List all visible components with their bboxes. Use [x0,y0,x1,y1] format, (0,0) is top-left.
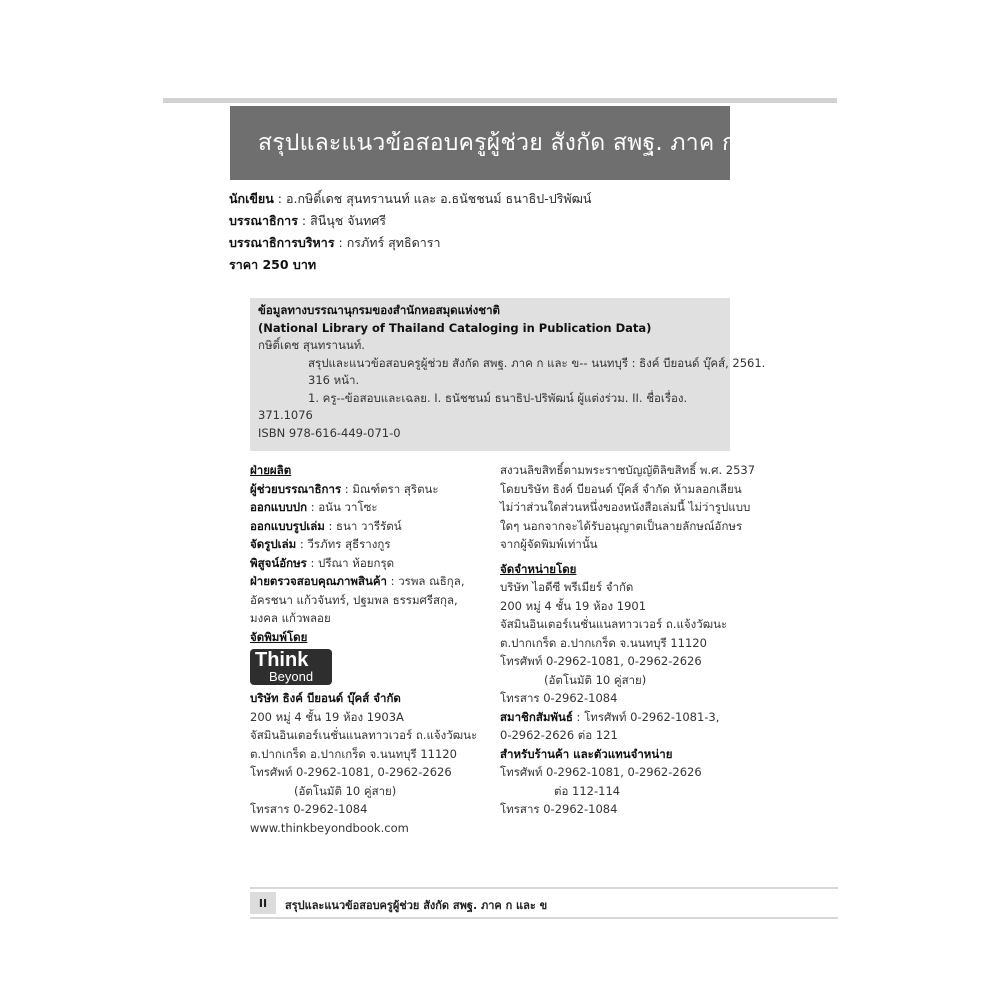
production-label: ออกแบบรูปเล่ม [250,518,325,533]
distributor-heading: จัดจำหน่ายโดย [500,561,577,576]
publisher-heading: จัดพิมพ์โดย [250,629,308,644]
members-label: สมาชิกสัมพันธ์ [500,709,573,724]
cip-pages: 316 หน้า. [308,373,360,387]
title-band [230,106,809,180]
distributor-phone-note: (อัตโนมัติ 10 คู่สาย) [544,672,647,687]
production-heading: ฝ่ายผลิต [250,463,292,477]
publisher-fax: โทรสาร 0-2962-1084 [250,802,368,816]
credit-writer [229,188,591,210]
price-label: ราคา 250 บาท [229,257,317,272]
top-rule [163,98,837,103]
distributor-address: ต.ปากเกร็ด อ.ปากเกร็ด จ.นนทบุรี 11120 [500,635,707,650]
credit-value: : กรภัทร์ สุทธิดารา [334,235,441,250]
cip-author: กษิติ์เดช สุนทรานนท์. [258,338,365,352]
publisher-phone: โทรศัพท์ 0-2962-1081, 0-2962-2626 [250,765,452,779]
members-row [500,708,735,727]
publisher-website[interactable]: www.thinkbeyondbook.com [250,820,409,835]
credit-label: นักเขียน [229,191,274,206]
publisher-name: บริษัท ธิงค์ บียอนด์ บุ๊คส์ จำกัด [250,691,401,705]
production-label: จัดรูปเล่ม [250,537,297,551]
copyright-line: จากผู้จัดพิมพ์เท่านั้น [500,537,598,551]
cip-heading-en: (National Library of Thailand Cataloging in Publication Data) [258,320,652,335]
credit-value: : อ.กษิติ์เดช สุนทรานนท์ และ อ.ธนัชชนม์ ธนาธิป-ปริพัฒน์ [273,191,592,206]
distributor-address: จัสมินอินเตอร์เนชั่นแนลทาวเวอร์ ถ.แจ้งวัฒนะ [500,617,728,631]
copyright-line: ไม่ว่าส่วนใดส่วนหนึ่งของหนังสือเล่มนี้ ไม่ว่ารูปแบบ [500,500,751,514]
publisher-address: ต.ปากเกร็ด อ.ปากเกร็ด จ.นนทบุรี 11120 [250,746,457,761]
copyright-line: สงวนลิขสิทธิ์ตามพระราชบัญญัติลิขสิทธิ์ พ.ศ. 2537 [500,463,756,477]
publisher-address: 200 หมู่ 4 ชั้น 19 ห้อง 1903A [250,709,404,724]
retail-fax: โทรสาร 0-2962-1084 [500,802,618,816]
credit-editor [229,210,591,232]
production-row [250,517,490,536]
credit-price [229,254,591,276]
retail-heading: สำหรับร้านค้า และตัวแทนจำหน่าย [500,746,673,761]
cip-subjects: 1. ครู--ข้อสอบและเฉลย. I. ธนัชชนม์ ธนาธิป-ปริพัฒน์ ผู้แต่งร่วม. II. ชื่อเรื่อง. [308,390,688,405]
publisher-phone-note: (อัตโนมัติ 10 คู่สาย) [294,783,397,798]
book-title: สรุปและแนวข้อสอบครูผู้ช่วย สังกัด สพฐ. ภาค ก และ ข [258,130,809,156]
credit-exec-editor [229,232,591,254]
production-row [250,535,490,554]
distributor-phone: โทรศัพท์ 0-2962-1081, 0-2962-2626 [500,654,702,668]
cip-entry: สรุปและแนวข้อสอบครูผู้ช่วย สังกัด สพฐ. ภาค ก และ ข-- นนทบุรี : ธิงค์ บียอนด์ บุ๊คส์, 2561. [308,355,766,370]
retail-ext: ต่อ 112-114 [554,783,621,798]
footer-title: สรุปและแนวข้อสอบครูผู้ช่วย สังกัด สพฐ. ภาค ก และ ข [285,899,548,912]
retail-phone: โทรศัพท์ 0-2962-1081, 0-2962-2626 [500,765,702,779]
production-value: : ปรีณา ห้อยกรุด [306,555,395,570]
qc-continued: มงคล แก้วพลอย [250,611,331,625]
cip-classification: 371.1076 [258,408,313,422]
credits-block [229,188,591,276]
production-value: : วีรภัทร สุธีรางกูร [296,537,391,551]
production-row [250,480,490,499]
right-column [500,461,756,819]
production-row [250,498,490,517]
members-ext: 0-2962-2626 ต่อ 121 [500,728,618,742]
production-value: : มิณฑ์ตรา สุริตนะ [341,481,439,496]
copyright-line: โดยบริษัท ธิงค์ บียอนด์ บุ๊คส์ จำกัด ห้ามลอกเลียน [500,481,742,496]
footer-rule-top [250,887,838,889]
credit-value: : สินีนุช จันทศรี [297,213,387,228]
production-label: ออกแบบปก [250,500,308,514]
distributor-name: บริษัท ไอดีซี พรีเมียร์ จำกัด [500,580,634,594]
credit-label: บรรณาธิการบริหาร [229,235,335,250]
distributor-fax: โทรสาร 0-2962-1084 [500,691,618,705]
distributor-address: 200 หมู่ 4 ชั้น 19 ห้อง 1901 [500,598,647,613]
think-beyond-logo [250,649,332,685]
members-phone: : โทรศัพท์ 0-2962-1081-3, [572,709,720,724]
copyright-line: ใดๆ นอกจากจะได้รับอนุญาตเป็นลายลักษณ์อักษร [500,518,743,533]
left-column [250,461,490,837]
production-value: : ธนา วารีรัตน์ [324,518,402,533]
cip-box [250,298,766,451]
production-label: ผู้ช่วยบรรณาธิการ [250,481,342,496]
production-value: : อนัน วาโซะ [307,500,378,514]
production-label: ฝ่ายตรวจสอบคุณภาพสินค้า [250,574,388,588]
page-number: II [250,892,276,914]
footer-rule-bottom [250,917,838,919]
production-label: พิสูจน์อักษร [250,555,307,570]
cip-isbn: ISBN 978-616-449-071-0 [258,425,401,440]
production-value: : วรพล ณธิกุล, [387,574,465,588]
cip-heading-th: ข้อมูลทางบรรณานุกรมของสำนักหอสมุดแห่งชาติ [258,303,500,317]
publisher-address: จัสมินอินเตอร์เนชั่นแนลทาวเวอร์ ถ.แจ้งวัฒนะ [250,728,478,742]
production-row [250,572,490,591]
logo-text-think: Think [255,649,309,671]
production-row [250,554,490,573]
qc-continued: อัครชนา แก้วจันทร์, ปฐมพล ธรรมศรีสกุล, [250,592,458,607]
credit-label: บรรณาธิการ [229,213,298,228]
logo-text-beyond: Beyond [269,669,314,684]
